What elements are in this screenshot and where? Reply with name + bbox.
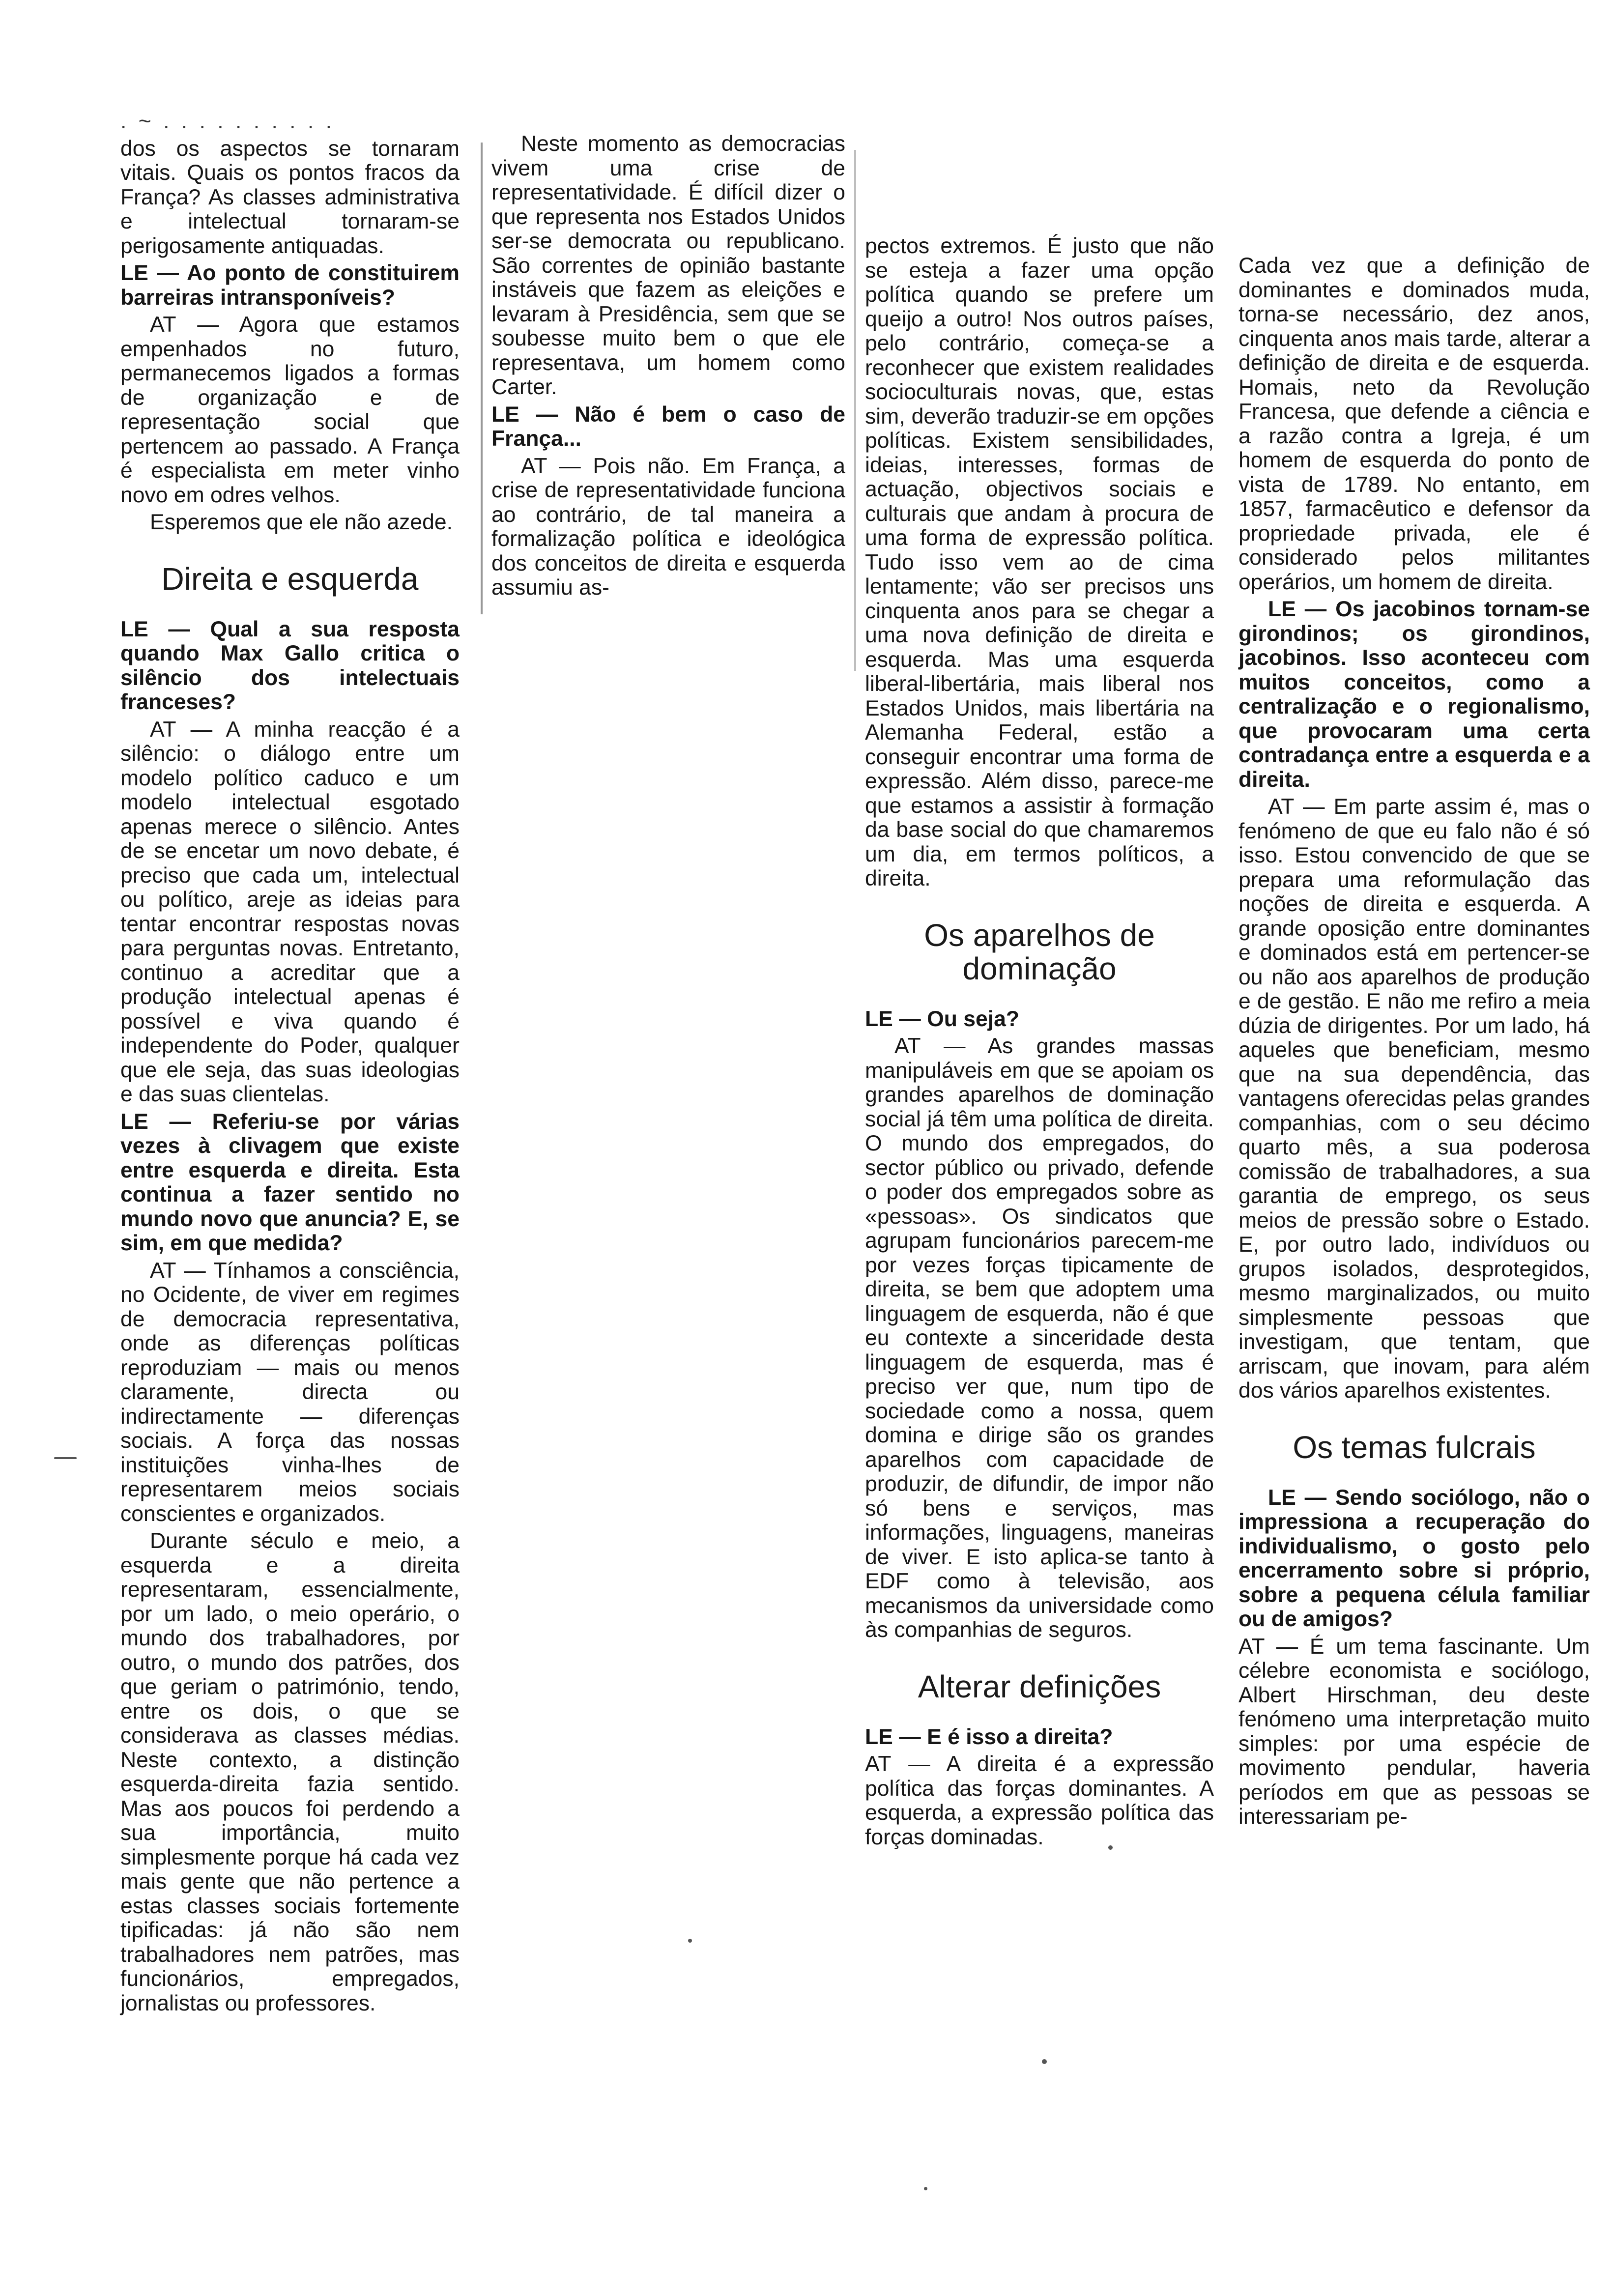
interview-question: LE — Os jacobinos tornam-se girondinos; os girondinos, jacobinos. Isso aconteceu com muitos conceitos, como a centralização e o regionalismo, que provocaram uma certa contradança entre a esquerda e a direita. bbox=[1238, 597, 1590, 792]
paragraph: AT — Agora que estamos empenhados no futuro, permanecemos ligados a formas de organização e de representação social que pertencem ao passado. A França é especialista em meter vinho novo em odres velhos. bbox=[120, 313, 460, 507]
column-rule bbox=[854, 150, 856, 671]
paragraph: AT — Pois não. Em França, a crise de representatividade funciona ao contrário, de tal maneira a formalização política e ideológica dos conceitos de direita e esquerda assumiu as- bbox=[491, 454, 845, 600]
paragraph: AT — É um tema fascinante. Um célebre economista e sociólogo, Albert Hirschman, deu deste fenómeno uma interpretação muito simples: por uma espécie de movimento pendular, haveria períodos em que as pessoas se interessariam pe- bbox=[1238, 1634, 1590, 1829]
paragraph: AT — A direita é a expressão política das forças dominantes. A esquerda, a expressão política das forças dominadas. bbox=[865, 1752, 1214, 1849]
column-1 bbox=[120, 109, 460, 2015]
paragraph: AT — Em parte assim é, mas o fenómeno de que eu falo não é só isso. Estou convencido de que se prepara uma reformulação das noções de direita e esquerda. A grande oposição entre dominantes e dominados está em pertencer-se ou não aos aparelhos de produção e de gestão. E não me refiro a meia dúzia de dirigentes. Por um lado, há aqueles que beneficiam, mesmo que na sua dependência, das vantagens oferecidas pelas grandes companhias, com o seu décimo quarto mês, a sua poderosa comissão de trabalhadores, a sua garantia de emprego, os seus meios de pressão sobre o Estado. E, por outro lado, indivíduos ou grupos isolados, desprotegidos, mesmo marginalizados, ou muito simplesmente pessoas que investigam, que tentam, que arriscam, que inovam, para além dos vários aparelhos existentes. bbox=[1238, 795, 1590, 1403]
interview-question: LE — Sendo sociólogo, não o impressiona a recuperação do individualismo, o gosto pelo encerramento sobre si próprio, sobre a pequena célula familiar ou de amigos? bbox=[1238, 1485, 1590, 1631]
paragraph: AT — A minha reacção é a silêncio: o diálogo entre um modelo político caduco e um modelo intelectual esgotado apenas merece o silêncio. Antes de se encetar um novo debate, é preciso que cada um, intelectual ou político, areje as ideias para tentar encontrar respostas novas para perguntas novas. Entretanto, continuo a acreditar que a produção intelectual apenas é possível e viva quando é independente do Poder, qualquer que ele seja, das suas ideologias e das suas clientelas. bbox=[120, 717, 460, 1106]
section-heading: Alterar definições bbox=[918, 1668, 1161, 1704]
interview-question: LE — E é isso a direita? bbox=[865, 1724, 1113, 1749]
section-heading: Os temas fulcrais bbox=[1293, 1429, 1536, 1465]
section-heading: Direita e esquerda bbox=[161, 561, 419, 597]
column-3 bbox=[865, 231, 1214, 1849]
scan-speck bbox=[924, 2187, 927, 2190]
column-rule bbox=[481, 143, 483, 614]
torn-line-fragment: . ~ . . . . . . . . . . bbox=[120, 109, 335, 133]
section-heading: Os aparelhos de dominação bbox=[924, 917, 1155, 986]
paragraph: Esperemos que ele não azede. bbox=[150, 510, 453, 534]
paragraph: dos os aspectos se tornaram vitais. Quais os pontos fracos da França? As classes administrativa e intelectual tornaram-se perigosamente antiquadas. bbox=[120, 136, 460, 258]
scan-speck bbox=[1108, 1845, 1113, 1850]
paragraph: Cada vez que a definição de dominantes e dominados muda, torna-se necessário, dez anos, cinquenta anos mais tarde, alterar a definição de direita e de esquerda. Homais, neto da Revolução Francesa, que defende a ciência e a razão contra a Igreja, é um homem de esquerda do ponto de vista de 1789. No entanto, em 1857, farmacêutico e defensor da propriedade privada, ele é considerado pelos militantes operários, um homem de direita. bbox=[1238, 254, 1590, 594]
paragraph: AT — Tínhamos a consciência, no Ocidente, de viver em regimes de democracia representativa, onde as diferenças políticas reproduziam — mais ou menos claramente, directa ou indirectamente — diferenças sociais. A força das nossas instituições vinha-lhes de representarem meios sociais conscientes e organizados. bbox=[120, 1258, 460, 1526]
paragraph: AT — As grandes massas manipuláveis em que se apoiam os grandes aparelhos de dominação social já têm uma política de direita. O mundo dos empregados, do sector público ou privado, defende o poder dos empregados sobre as «pessoas». Os sindicatos que agrupam funcionários parecem-me por vezes forças tipicamente de direita, se bem que adoptem uma linguagem de esquerda, não é que eu contexte a sinceridade desta linguagem de esquerda, mas é preciso ver que, num tipo de sociedade como a nossa, quem domina e dirige são os grandes aparelhos com capacidade de produzir, de difundir, de impor não só bens e serviços, mas informações, linguagens, maneiras de viver. E isto aplica-se tanto à EDF como à televisão, aos mecanismos da universidade como às companhias de seguros. bbox=[865, 1034, 1214, 1642]
column-2 bbox=[491, 129, 845, 600]
paragraph: pectos extremos. É justo que não se esteja a fazer uma opção política quando se prefere um queijo a outro! Nos outros países, pelo contrário, começa-se a reconhecer que existem realidades socioculturais novas, que, estas sim, deverão traduzir-se em opções políticas. Existem sensibilidades, ideias, interesses, formas de actuação, objectivos sociais e culturais que andam à procura de uma forma de expressão política. Tudo isso vem ao de cima lentamente; vão ser precisos uns cinquenta anos para se chegar a uma nova definição de direita e esquerda. Mas uma esquerda liberal-libertária, mais liberal nos Estados Unidos, mais libertária na Alemanha Federal, estão a conseguir encontrar uma forma de expressão. Além disso, parece-me que estamos a assistir à formação da base social do que chamaremos um dia, em termos políticos, a direita. bbox=[865, 234, 1214, 890]
scan-speck bbox=[1042, 2059, 1047, 2064]
scan-speck bbox=[54, 1457, 77, 1459]
column-4 bbox=[1238, 251, 1590, 1829]
interview-question: LE — Não é bem o caso de França... bbox=[491, 402, 845, 451]
interview-question: LE — Referiu-se por várias vezes à clivagem que existe entre esquerda e direita. Esta continua a fazer sentido no mundo novo que anuncia? E, se sim, em que medida? bbox=[120, 1109, 460, 1255]
paragraph: Neste momento as democracias vivem uma crise de representatividade. É difícil dizer o que representa nos Estados Unidos ser-se democrata ou republicano. São correntes de opinião bastante instáveis que fazem as eleições e levaram à Presidência, sem que se soubesse muito bem o que ele representava, um homem como Carter. bbox=[491, 132, 845, 399]
scan-speck bbox=[688, 1939, 692, 1943]
interview-question: LE — Qual a sua resposta quando Max Gallo critica o silêncio dos intelectuais franceses? bbox=[120, 617, 460, 714]
interview-question: LE — Ou seja? bbox=[865, 1006, 1020, 1031]
interview-question: LE — Ao ponto de constituirem barreiras intransponíveis? bbox=[120, 261, 460, 310]
paragraph: Durante século e meio, a esquerda e a direita representaram, essencialmente, por um lado, o meio operário, o mundo dos trabalhadores, por outro, o mundo dos patrões, dos que geriam o património, tendo, entre os dois, o que se considerava as classes médias. Neste contexto, a distinção esquerda-direita fazia sentido. Mas aos poucos foi perdendo a sua importância, muito simplesmente porque há cada vez mais gente que não pertence a estas classes sociais fortemente tipificadas: já não são nem trabalhadores nem patrões, mas funcionários, empregados, jornalistas ou professores. bbox=[120, 1529, 460, 2015]
